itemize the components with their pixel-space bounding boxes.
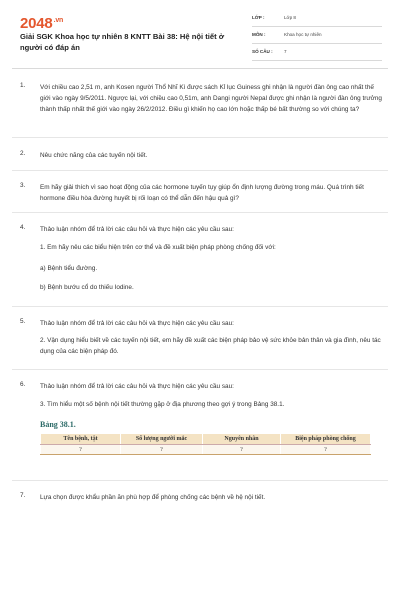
question-number: 1.: [20, 82, 26, 89]
question-subitem: a) Bệnh tiểu đường.: [40, 265, 98, 272]
question-number: 7.: [20, 492, 26, 499]
question-number: 2.: [20, 150, 26, 157]
table-row: [41, 445, 371, 455]
question-subitem: 1. Em hãy nêu các biểu hiện trên cơ thể và đề xuất biện pháp phòng chống đối với:: [40, 244, 276, 251]
table-header: Nguyên nhân: [203, 434, 281, 445]
table-title: Bảng 38.1.: [40, 420, 76, 429]
table-header: Biện pháp phòng chống: [281, 434, 371, 445]
question-number: 5.: [20, 318, 26, 325]
table-header: Số lượng người mắc: [121, 434, 203, 445]
meta-key: SỐ CÂU :: [252, 49, 273, 54]
question-number: 4.: [20, 224, 26, 231]
question-text: Thảo luận nhóm để trả lời các câu hỏi và thực hiện các yêu cầu sau:: [40, 226, 234, 233]
meta-value: 7: [284, 49, 287, 54]
question-text: Với chiều cao 2,51 m, anh Kosen người Thổ Nhĩ Kì được sách Kỉ lục Guiness ghi nhận là người đàn ông cao nhất thế giới vào ngày 9/5/2011. Ngược lại, với chiều cao 0,51m, anh Dangi người Nepal được ghi nhận là người đàn ông trưởng thành thấp nhất thế giới vào ngày 26/2/2012. Điều gì khiến họ cao lớn hoặc thấp bé bất thường so với chúng ta?: [40, 84, 382, 113]
question-separator: [12, 170, 388, 171]
question-number: 6.: [20, 381, 26, 388]
table-header-row: [41, 434, 371, 445]
question-text: Em hãy giải thích vì sao hoạt động của các hormone tuyến tụy giúp ổn định lượng đường trong máu. Quá trình tiết hormone điều hòa đường huyết bị rối loạn có thể dẫn đến hậu quả gì?: [40, 184, 364, 202]
header-divider: [12, 68, 388, 69]
question-subitem: 2. Vận dụng hiểu biết về các tuyến nội tiết, em hãy đề xuất các biện pháp bảo vệ sức khỏe bản thân và gia đình, nêu tác dụng của các biện pháp đó.: [40, 337, 381, 355]
disease-table: [40, 433, 371, 455]
table-cell: ?: [121, 445, 203, 455]
meta-row-subject: [252, 29, 382, 44]
meta-value: Lớp 8: [284, 15, 296, 20]
question-separator: [12, 480, 388, 481]
question-text: Thảo luận nhóm để trả lời các câu hỏi và thực hiện các yêu cầu sau:: [40, 383, 234, 390]
meta-value: Khoa học tự nhiên: [284, 32, 322, 37]
table-cell: ?: [281, 445, 371, 455]
question-subitem: 3. Tìm hiểu một số bệnh nội tiết thường gặp ở địa phương theo gợi ý trong Bảng 38.1.: [40, 401, 285, 408]
page-title: Giải SGK Khoa học tự nhiên 8 KNTT Bài 38: Hệ nội tiết ở người có đáp án: [20, 32, 225, 52]
question-separator: [12, 306, 388, 307]
question-text: Lựa chọn được khẩu phần ăn phù hợp để phòng chống các bệnh về hệ nội tiết.: [40, 494, 266, 501]
table-cell: ?: [203, 445, 281, 455]
question-number: 3.: [20, 182, 26, 189]
page-header: [0, 0, 400, 66]
table-header: Tên bệnh, tật: [41, 434, 121, 445]
question-text: Nêu chức năng của các tuyến nội tiết.: [40, 152, 148, 159]
table-cell: ?: [41, 445, 121, 455]
site-logo[interactable]: $2048^{.vn}$: [20, 15, 64, 32]
meta-row-count: [252, 46, 382, 61]
meta-key: MÔN :: [252, 32, 266, 37]
question-subitem: b) Bệnh bướu cổ do thiếu Iodine.: [40, 284, 134, 291]
question-separator: [12, 369, 388, 370]
meta-key: LỚP :: [252, 15, 265, 20]
meta-panel: [252, 12, 382, 63]
question-separator: [12, 137, 388, 138]
meta-row-class: [252, 12, 382, 27]
question-separator: [12, 212, 388, 213]
question-text: Thảo luận nhóm để trả lời các câu hỏi và thực hiện các yêu cầu sau:: [40, 320, 234, 327]
